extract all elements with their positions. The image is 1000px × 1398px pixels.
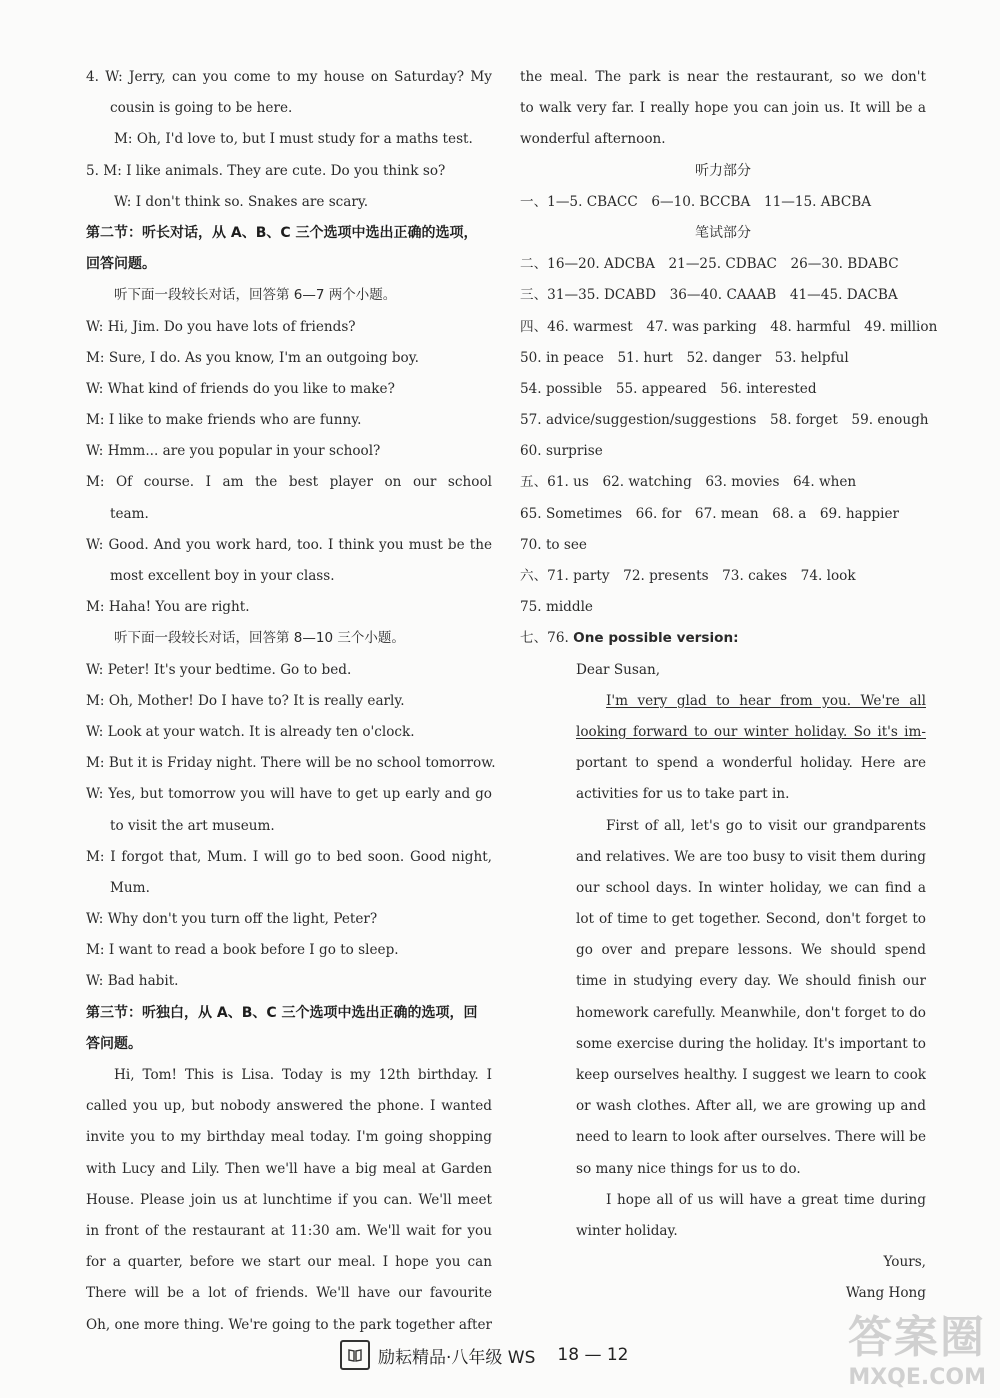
answer-line: 三、31—35. DCABD 36—40. CAAAB 41—45. DACBA	[520, 287, 898, 304]
answer-line: 65. Sometimes 66. for 67. mean 68. a 69. happier	[520, 505, 899, 522]
answer-line: 四、46. warmest 47. was parking 48. harmful 49. million	[520, 318, 938, 335]
letter-line: I hope all of us will have a great time during	[606, 1191, 926, 1208]
dialog-line: W: Good. And you work hard, too. I think you must be the	[86, 536, 492, 553]
watermark-url: MXQE.COM	[848, 1365, 986, 1390]
dialog-line: M: Sure, I do. As you know, I'm an outgoing boy.	[86, 349, 419, 366]
letter-closing: Yours,	[883, 1254, 926, 1271]
letter-line: need to learn to look after ourselves. There will be	[576, 1129, 926, 1146]
dialog-line: W: Peter! It's your bedtime. Go to bed.	[86, 661, 352, 678]
answer-line: 70. to see	[520, 536, 587, 553]
letter-line: homework carefully. Meanwhile, don't forget to do	[576, 1004, 926, 1021]
monologue-line: with Lucy and Lily. Then we'll have a big meal at Garden	[86, 1160, 492, 1177]
right-column	[520, 62, 938, 1310]
dialog-line: W: Yes, but tomorrow you will have to get up early and go	[86, 786, 492, 803]
letter-line: so many nice things for us to do.	[576, 1160, 801, 1177]
section-heading: 第二节：听长对话，从 A、B、C 三个选项中选出正确的选项，	[86, 224, 478, 241]
dialog-line: Mum.	[110, 879, 150, 896]
watermark-logo	[848, 1301, 986, 1390]
dialog-line: to visit the art museum.	[110, 817, 275, 834]
model-letter	[576, 655, 926, 1310]
letter-line: portant to spend a wonderful holiday. Here are	[576, 755, 926, 772]
listening-note: 听下面一段较长对话，回答第 8—10 三个小题。	[114, 630, 405, 647]
dialog-line: W: Why don't you turn off the light, Peter?	[86, 911, 378, 928]
letter-line: I'm very glad to hear from you. We're all	[606, 692, 926, 709]
section-heading: 回答问题。	[86, 256, 156, 273]
answer-line: 57. advice/suggestion/suggestions 58. forget 59. enough	[520, 412, 929, 429]
letter-signature: Wang Hong	[845, 1285, 926, 1302]
letter-line: First of all, let's go to visit our grandparents	[606, 817, 926, 834]
dialog-line: team.	[110, 505, 149, 522]
writing-section-title: 笔试部分	[695, 224, 751, 241]
text-line: M: Oh, I'd love to, but I must study for a maths test.	[114, 131, 473, 148]
monologue-line: in front of the restaurant at 11:30 am. We'll wait for you	[86, 1222, 492, 1239]
page-footer	[340, 1338, 670, 1372]
letter-line: winter holiday.	[576, 1222, 678, 1239]
letter-line: looking forward to our winter holiday. So it's im-	[576, 723, 926, 740]
dialog-line: W: Hi, Jim. Do you have lots of friends?	[86, 318, 356, 335]
dialog-line: M: Oh, Mother! Do I have to? It is really early.	[86, 692, 405, 709]
letter-line: some exercise during the holiday. It's important to	[576, 1035, 926, 1052]
letter-line: and relatives. We are too busy to visit them during	[576, 848, 926, 865]
monologue-line: wonderful afternoon.	[520, 131, 666, 148]
answer-line: 五、61. us 62. watching 63. movies 64. when	[520, 474, 857, 491]
monologue-line: Hi, Tom! This is Lisa. Today is my 12th birthday. I	[114, 1067, 492, 1083]
book-icon	[340, 1340, 370, 1370]
possible-version-label: One possible version:	[573, 630, 739, 647]
section-heading: 第三节：听独白，从 A、B、C 三个选项中选出正确的选项，回	[86, 1004, 478, 1021]
monologue-line: There will be a lot of friends. We'll have our favourite	[86, 1285, 492, 1302]
dialog-line: M: But it is Friday night. There will be no school tomorrow.	[86, 755, 496, 772]
dialog-line: M: Haha! You are right.	[86, 599, 250, 616]
left-column	[86, 62, 496, 1341]
dialog-line: M: I like to make friends who are funny.	[86, 412, 362, 429]
page-number: 18 — 12	[557, 1345, 629, 1365]
answer-line: 75. middle	[520, 599, 593, 616]
dialog-line: M: I want to read a book before I go to sleep.	[86, 942, 399, 959]
book-series-title: 励耘精品·八年级 WS	[378, 1347, 536, 1368]
text-line: 5. M: I like animals. They are cute. Do you think so?	[86, 162, 446, 179]
dialog-line: most excellent boy in your class.	[110, 568, 335, 584]
letter-line: keep ourselves healthy. I suggest we learn to cook	[576, 1067, 926, 1083]
monologue-line: House. Please join us at lunchtime if you can. We'll meet	[86, 1191, 492, 1208]
dialog-line: W: Hmm... are you popular in your school?	[86, 443, 381, 460]
answer-line: 六、71. party 72. presents 73. cakes 74. look	[520, 568, 856, 584]
letter-line: time in studying every day. We should finish our	[576, 973, 926, 990]
answer-line: 一、1—5. CBACC 6—10. BCCBA 11—15. ABCBA	[520, 193, 872, 210]
text-line: cousin is going to be here.	[110, 100, 293, 117]
letter-line: activities for us to take part in.	[576, 786, 790, 803]
answer-line: 60. surprise	[520, 443, 603, 460]
letter-line: or wash clothes. After all, we are growing up and	[576, 1098, 926, 1115]
monologue-line: called you up, but nobody answered the phone. I wanted	[86, 1098, 492, 1115]
letter-greeting: Dear Susan,	[576, 661, 661, 678]
section-heading: 答问题。	[86, 1035, 142, 1052]
monologue-line: for a quarter, before we start our meal. I hope you can	[86, 1254, 492, 1271]
listening-note: 听下面一段较长对话，回答第 6—7 两个小题。	[114, 287, 397, 304]
text-line: 4. W: Jerry, can you come to my house on Saturday? My	[86, 69, 492, 85]
watermark-text: 答案圈	[848, 1312, 986, 1363]
monologue-line: Oh, one more thing. We're going to the park together after	[86, 1316, 492, 1333]
monologue-line: invite you to my birthday meal today. I'm going shopping	[86, 1129, 492, 1146]
text-line: W: I don't think so. Snakes are scary.	[114, 193, 369, 210]
essay-question-label	[520, 623, 926, 654]
monologue-line: the meal. The park is near the restaurant, so we don't	[520, 69, 926, 85]
letter-line: lot of time to get together. Second, don't forget to	[576, 911, 926, 928]
answer-line: 50. in peace 51. hurt 52. danger 53. helpful	[520, 349, 849, 366]
answer-line: 二、16—20. ADCBA 21—25. CDBAC 26—30. BDABC	[520, 256, 899, 273]
dialog-line: W: Look at your watch. It is already ten o'clock.	[86, 723, 415, 740]
letter-line: go over and prepare lessons. We should spend	[576, 942, 926, 959]
dialog-line: W: Bad habit.	[86, 973, 179, 990]
question-number: 七、76.	[520, 630, 569, 647]
dialog-line: M: I forgot that, Mum. I will go to bed soon. Good night,	[86, 848, 492, 865]
monologue-line: to walk very far. I really hope you can join us. It will be a	[520, 100, 926, 117]
letter-line: our school days. In winter holiday, we can find a	[576, 879, 926, 896]
dialog-line: M: Of course. I am the best player on our school	[86, 474, 492, 491]
answer-line: 54. possible 55. appeared 56. interested	[520, 380, 817, 397]
listening-section-title: 听力部分	[695, 162, 751, 179]
dialog-line: W: What kind of friends do you like to make?	[86, 380, 395, 397]
